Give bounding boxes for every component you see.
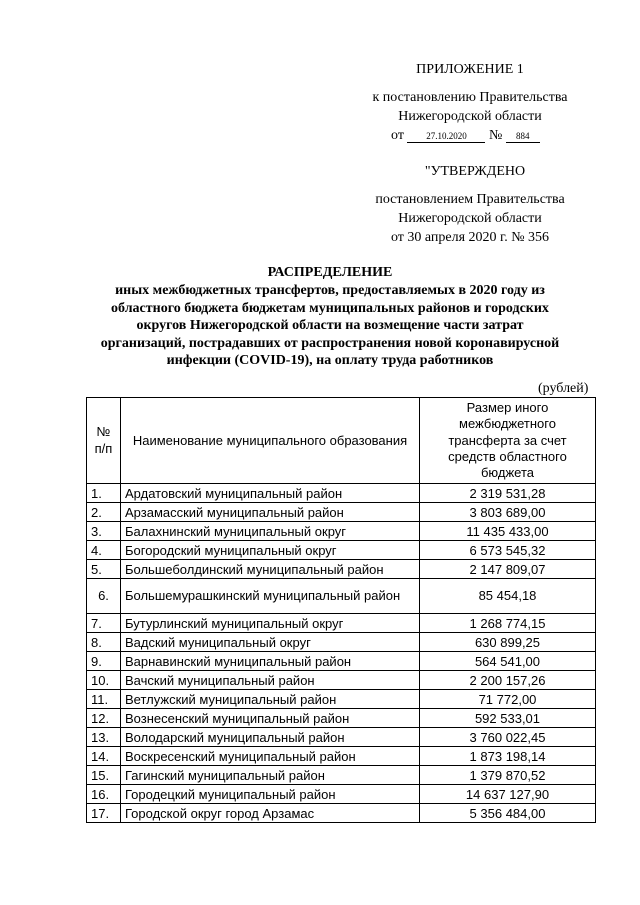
table-row [87,484,596,503]
table-header-row [87,398,596,484]
appendix-line2: Нижегородской области [398,109,542,124]
row-amount: 2 147 809,07 [420,560,596,579]
row-name: Большемурашкинский муниципальный район [121,579,420,614]
unit-label: (рублей) [538,381,589,396]
row-number: 3. [87,522,121,541]
row-name: Городецкий муниципальный район [121,785,420,804]
approved-line1: постановлением Правительства [375,192,565,207]
row-number: 1. [87,484,121,503]
appendix-line1: к постановлению Правительства [372,90,568,105]
row-number: 12. [87,709,121,728]
appendix-date: 27.10.2020 [407,130,485,143]
subtitle-line: округов Нижегородской области на возмещение части затрат [136,318,524,333]
table-row [87,522,596,541]
appendix-date-line [391,126,540,145]
table-row [87,652,596,671]
row-number: 10. [87,671,121,690]
table-row [87,560,596,579]
row-name: Городской округ город Арзамас [121,804,420,823]
appendix-title: ПРИЛОЖЕНИЕ 1 [416,62,524,77]
row-amount: 1 268 774,15 [420,614,596,633]
row-number: 9. [87,652,121,671]
row-amount: 71 772,00 [420,690,596,709]
header-name: Наименование муниципального образования [121,398,420,484]
row-name: Ардатовский муниципальный район [121,484,420,503]
row-amount: 630 899,25 [420,633,596,652]
table-row [87,671,596,690]
row-amount: 592 533,01 [420,709,596,728]
row-number: 17. [87,804,121,823]
approved-line2: Нижегородской области [398,211,542,226]
row-name: Вознесенский муниципальный район [121,709,420,728]
row-name: Балахнинский муниципальный округ [121,522,420,541]
table-row [87,747,596,766]
row-amount: 564 541,00 [420,652,596,671]
table-row [87,709,596,728]
row-number: 5. [87,560,121,579]
row-number: 6. [87,579,121,614]
row-amount: 11 435 433,00 [420,522,596,541]
header-number: № п/п [87,398,121,484]
row-amount: 85 454,18 [420,579,596,614]
row-number: 8. [87,633,121,652]
table-row [87,614,596,633]
subtitle-line: иных межбюджетных трансфертов, предоставляемых в 2020 году из [115,283,545,298]
table-row [87,633,596,652]
table-row [87,728,596,747]
row-number: 13. [87,728,121,747]
table-row [87,579,596,614]
approved-title: "УТВЕРЖДЕНО [424,164,526,179]
row-name: Бутурлинский муниципальный округ [121,614,420,633]
row-amount: 1 873 198,14 [420,747,596,766]
row-number: 7. [87,614,121,633]
appendix-number: 884 [506,130,540,143]
row-name: Вачский муниципальный район [121,671,420,690]
distribution-table [86,397,596,823]
row-name: Володарский муниципальный район [121,728,420,747]
appendix-number-label: № [488,128,503,143]
row-number: 4. [87,541,121,560]
row-name: Воскресенский муниципальный район [121,747,420,766]
table-row [87,541,596,560]
row-number: 2. [87,503,121,522]
row-name: Варнавинский муниципальный район [121,652,420,671]
table-row [87,785,596,804]
row-name: Большеболдинский муниципальный район [121,560,420,579]
document-heading: РАСПРЕДЕЛЕНИЕ [267,265,393,280]
table-row [87,503,596,522]
row-number: 15. [87,766,121,785]
document-subtitle [60,282,600,370]
subtitle-line: областного бюджета бюджетам муниципальных районов и городских [111,300,549,316]
row-amount: 2 319 531,28 [420,484,596,503]
table-row [87,804,596,823]
row-name: Гагинский муниципальный район [121,766,420,785]
row-name: Ветлужский муниципальный район [121,690,420,709]
table-row [87,690,596,709]
row-amount: 3 803 689,00 [420,503,596,522]
row-number: 16. [87,785,121,804]
header-amount: Размер иного межбюджетного трансферта за счет средств областного бюджета [420,398,596,484]
row-name: Богородский муниципальный округ [121,541,420,560]
row-name: Вадский муниципальный округ [121,633,420,652]
subtitle-line: инфекции (COVID-19), на оплату труда работников [166,353,494,368]
row-amount: 5 356 484,00 [420,804,596,823]
row-name: Арзамасский муниципальный район [121,503,420,522]
row-amount: 6 573 545,32 [420,541,596,560]
row-number: 11. [87,690,121,709]
row-amount: 14 637 127,90 [420,785,596,804]
row-number: 14. [87,747,121,766]
table-row [87,766,596,785]
row-amount: 2 200 157,26 [420,671,596,690]
subtitle-line: организаций, пострадавших от распространения новой коронавирусной [100,335,560,351]
approved-line3: от 30 апреля 2020 г. № 356 [390,230,550,245]
row-amount: 1 379 870,52 [420,766,596,785]
row-amount: 3 760 022,45 [420,728,596,747]
appendix-from-label: от [391,128,404,143]
